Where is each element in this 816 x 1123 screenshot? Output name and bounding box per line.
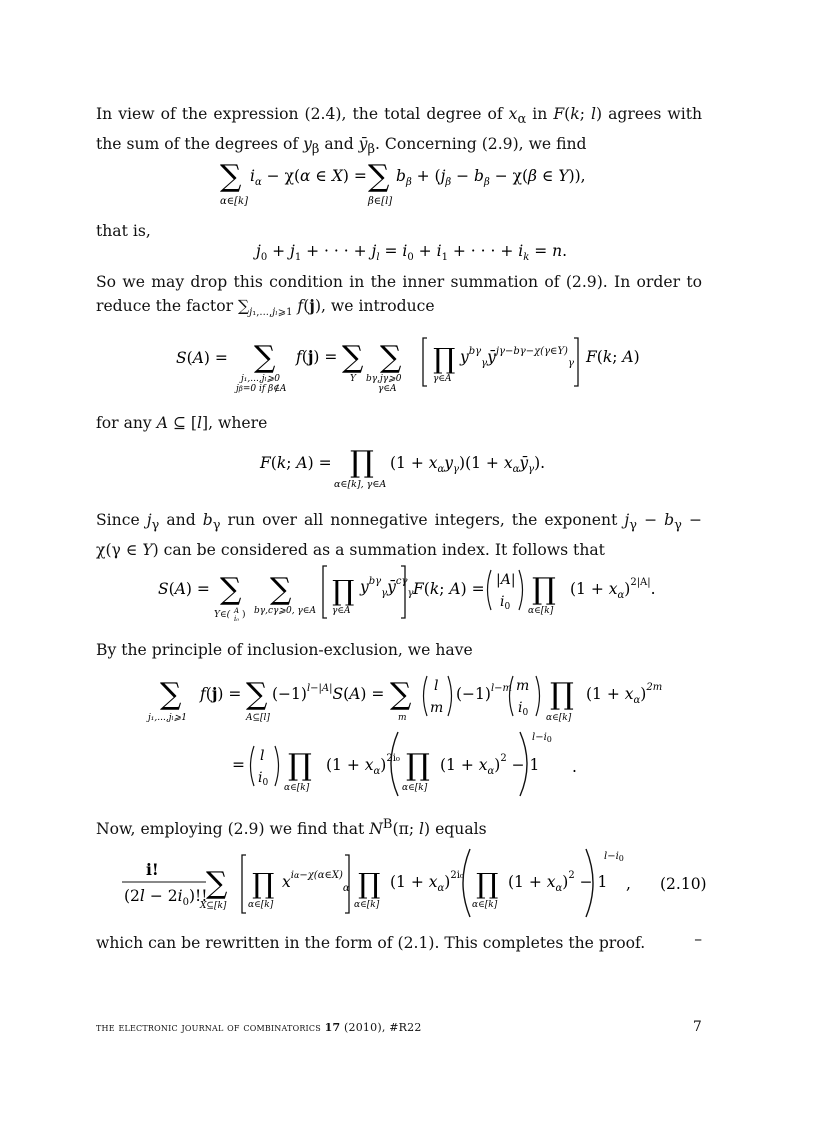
svg-text:l: l <box>434 678 439 694</box>
svg-text:α∈[k], γ∈A: α∈[k], γ∈A <box>334 479 387 490</box>
equation-inclusion-exclusion-line1 <box>96 672 702 732</box>
svg-text:i0: $i_0$ <box>258 770 269 788</box>
svg-text:i0: $i_0$ <box>518 700 529 718</box>
svg-text:γ∈A: γ∈A <box>433 374 452 384</box>
svg-text:∑: ∑ <box>246 677 268 712</box>
svg-text:α∈[k]: α∈[k] <box>546 713 572 723</box>
footer-volume: 17 <box>324 1021 341 1034</box>
svg-text:γ∈A: γ∈A <box>332 606 351 616</box>
svg-text:xiα−χ(α∈X)α: $x^{i\alpha-\chi(\alpha\in X)}_\alpha$ <box>282 870 350 894</box>
qed-mark: – <box>694 930 702 948</box>
svg-text:A⊆[l]: A⊆[l] <box>246 713 270 723</box>
svg-text:): ) <box>242 610 246 620</box>
svg-text:bγ,cγ⩾0, γ∈A: bγ,cγ⩾0, γ∈A <box>254 606 316 616</box>
svg-text:(1 + xα)2|A|.: $(1 + x_\alpha)^{2|A|}$. <box>570 577 656 601</box>
equation-number: (2.10) <box>660 875 707 893</box>
svg-text:(1 + xα)2m: $(1 + x_\alpha)^{2m}$ <box>586 682 663 706</box>
svg-text:∏: ∏ <box>252 867 275 900</box>
svg-text:α∈[k]: α∈[k] <box>402 783 428 793</box>
svg-text:∏: ∏ <box>350 445 374 480</box>
svg-text:(2l − 2i0)!!: $(2l - 2i_0)$!! <box>124 887 208 908</box>
equation-S-closed-form <box>96 562 702 632</box>
svg-text:γ∈A: γ∈A <box>378 384 397 394</box>
svg-text:f(j) =: f(j) = <box>296 347 338 366</box>
svg-text:X⊆[k]: X⊆[k] <box>200 901 227 911</box>
paragraph-intro: In view of the expression (2.4), the total degree of $x_\alpha$ in F(k; l) agrees with the sum of the degrees of $y_\beta$ and $ȳ_\beta$. Concerning (2.9), we find <box>96 105 703 158</box>
svg-text:∏: ∏ <box>476 867 499 900</box>
svg-text:F(k; A) =: F(k; A) = <box>413 580 485 598</box>
svg-text:j₁,...,jₗ⩾1: j₁,...,jₗ⩾1 <box>148 713 187 723</box>
svg-text:bβ + (jβ − bβ − χ(β ∈ Y)),: $b_\beta + (j_\beta - b_\beta - \chi(\beta$ ∈ Y)), <box>396 167 586 188</box>
svg-text:∏: ∏ <box>332 574 355 607</box>
svg-text:S(A) =: S(A) = <box>176 349 228 367</box>
svg-text:α∈[k]: α∈[k] <box>284 783 310 793</box>
svg-text:m: m <box>398 713 407 723</box>
equation-final <box>96 845 707 920</box>
svg-text:|A|: |A| <box>496 572 516 588</box>
svg-text:i0: $i_0$ <box>500 594 511 612</box>
svg-text:jβ=0 if β∉A: jβ=0 if β∉A <box>236 384 287 394</box>
svg-text:(1 + xα)2 − 1: $(1 + x_\alpha)^2 - 1$ <box>508 870 608 894</box>
paragraph-principle: By the principle of inclusion-exclusion, we have <box>96 641 473 659</box>
svg-text:j₁,...,jₗ⩾0: j₁,...,jₗ⩾0 <box>241 374 280 384</box>
svg-text:(−1)l−m: $(-1)^{l-m}$ <box>456 683 513 703</box>
paragraph-drop-condition: So we may drop this condition in the inner summation of (2.9). In order to reduce the factor $\sum_{j_1,...,j_l⩾1}$ f(j), we introduce <box>96 273 702 319</box>
svg-text:l: l <box>260 748 265 764</box>
svg-text:α∈[k]: α∈[k] <box>248 900 274 910</box>
svg-text:m: m <box>430 700 444 716</box>
svg-text:Y∈(: Y∈( <box>214 610 231 620</box>
svg-text:∏: ∏ <box>358 867 381 900</box>
svg-text:∑: ∑ <box>342 340 364 375</box>
paragraph-closing <box>96 931 702 955</box>
svg-text:,: , <box>626 875 631 893</box>
svg-text:∏: ∏ <box>550 677 574 712</box>
svg-text:∏: ∏ <box>433 342 456 375</box>
svg-text:l−i0: $l-i_0$ <box>604 851 624 863</box>
equation-F-definition <box>96 440 702 495</box>
svg-text:∑: ∑ <box>206 866 228 901</box>
svg-text:∑: ∑ <box>270 572 292 607</box>
svg-text:∑: ∑ <box>380 340 402 375</box>
svg-text:=: = <box>232 756 245 774</box>
svg-text:l−i0: $l-i_0$ <box>532 732 552 744</box>
svg-text:F(k; A): F(k; A) <box>586 348 640 366</box>
svg-text:A: A <box>234 607 240 615</box>
svg-text:∑: ∑ <box>220 159 242 194</box>
svg-text:α∈[k]: α∈[k] <box>220 196 249 207</box>
svg-text:bγ,jγ⩾0: bγ,jγ⩾0 <box>366 374 402 384</box>
footer-year-article: (2010), #R22 <box>344 1021 422 1034</box>
svg-text:∑: ∑ <box>368 159 390 194</box>
paragraph-since: Since $j_\gamma$ and $b_\gamma$ run over all nonnegative integers, the exponent $j_\gamma - b_\gamma - \chi(\gamma$ ∈ Y) can be considered as a summation index. It follows that <box>96 511 702 560</box>
svg-text:(1 + xα)2i₀: $(1 + x_\alpha)^{2i_0}$ <box>326 753 400 777</box>
svg-text:iα − χ(α ∈ X) =: $i_\alpha - \chi(\alpha$ ∈ X) = <box>250 167 367 188</box>
footer-journal: the electronic journal of combinatorics <box>96 1021 321 1034</box>
paragraph-that-is: that is, <box>96 222 151 240</box>
svg-text:β∈[l]: β∈[l] <box>368 196 393 207</box>
svg-text:m: m <box>516 678 530 694</box>
page-footer <box>96 1021 702 1034</box>
svg-text:∑: ∑ <box>254 340 276 375</box>
svg-text:∑: ∑ <box>390 677 412 712</box>
svg-text:(−1)l−|A|S(A) =: $(-1)^{l-|A|}S(A)$ = <box>272 683 385 703</box>
svg-text:∏: ∏ <box>406 748 430 783</box>
closing-text: which can be rewritten in the form of (2.1). This completes the proof. <box>96 934 646 952</box>
svg-text:i₀: i₀ <box>234 615 240 623</box>
svg-text:f(j) =: f(j) = <box>200 684 242 703</box>
svg-text:ybγγȳcγγ: $y^{b\gamma}_\gamma ȳ^{c\gamma}_\gamma$ <box>360 576 414 599</box>
svg-text:(1 + xαyγ)(1 + xαȳγ).: $(1 + x_\alpha y_\gamma)(1$ + $x_\alpha ȳ_\gamma$). <box>390 454 546 475</box>
equation-S-definition <box>96 330 702 400</box>
svg-text:∏: ∏ <box>288 748 312 783</box>
svg-text:j0 + j1 + · · · + jl = i0 + i1: $j_0 + j_1$ + · · · + $j_l = i_0 + i_1$ + · · · + $i_k = n$. <box>256 242 568 263</box>
svg-text:α∈[k]: α∈[k] <box>472 900 498 910</box>
svg-text:S(A) =: S(A) = <box>158 580 210 598</box>
svg-text:Y: Y <box>350 374 356 384</box>
svg-text:∏: ∏ <box>532 572 556 607</box>
svg-text:(1 + xα)2i₀: $(1 + x_\alpha)^{2i_0}$ <box>390 870 464 894</box>
svg-text:∑: ∑ <box>160 677 182 712</box>
svg-text:∑: ∑ <box>220 572 242 607</box>
page-number: 7 <box>692 1019 702 1035</box>
svg-text:α∈[k]: α∈[k] <box>528 606 554 616</box>
paragraph-for-any: for any A ⊆ [l], where <box>96 414 268 432</box>
svg-text:α∈[k]: α∈[k] <box>354 900 380 910</box>
equation-sum-identity <box>96 158 702 228</box>
svg-text:ybγγȳjγ−bγ−χ(γ∈Y)γ: $y^{b\gamma}_\gamma ȳ^{j\gamma-b\gamma-\chi(\gamma\in Y)}_\gamma$ <box>460 346 574 369</box>
paragraph-now: Now, employing (2.9) we find that $N^B(\pi$; l) equals <box>96 817 487 839</box>
svg-text:(1 + xα)2 − 1: $(1 + x_\alpha)^2 - 1$ <box>440 753 540 777</box>
svg-text:.: . <box>572 758 577 776</box>
svg-text:i!: i! <box>146 860 159 879</box>
equation-inclusion-exclusion-line2 <box>96 728 702 798</box>
svg-text:F(k; A) =: F(k; A) = <box>260 454 332 472</box>
